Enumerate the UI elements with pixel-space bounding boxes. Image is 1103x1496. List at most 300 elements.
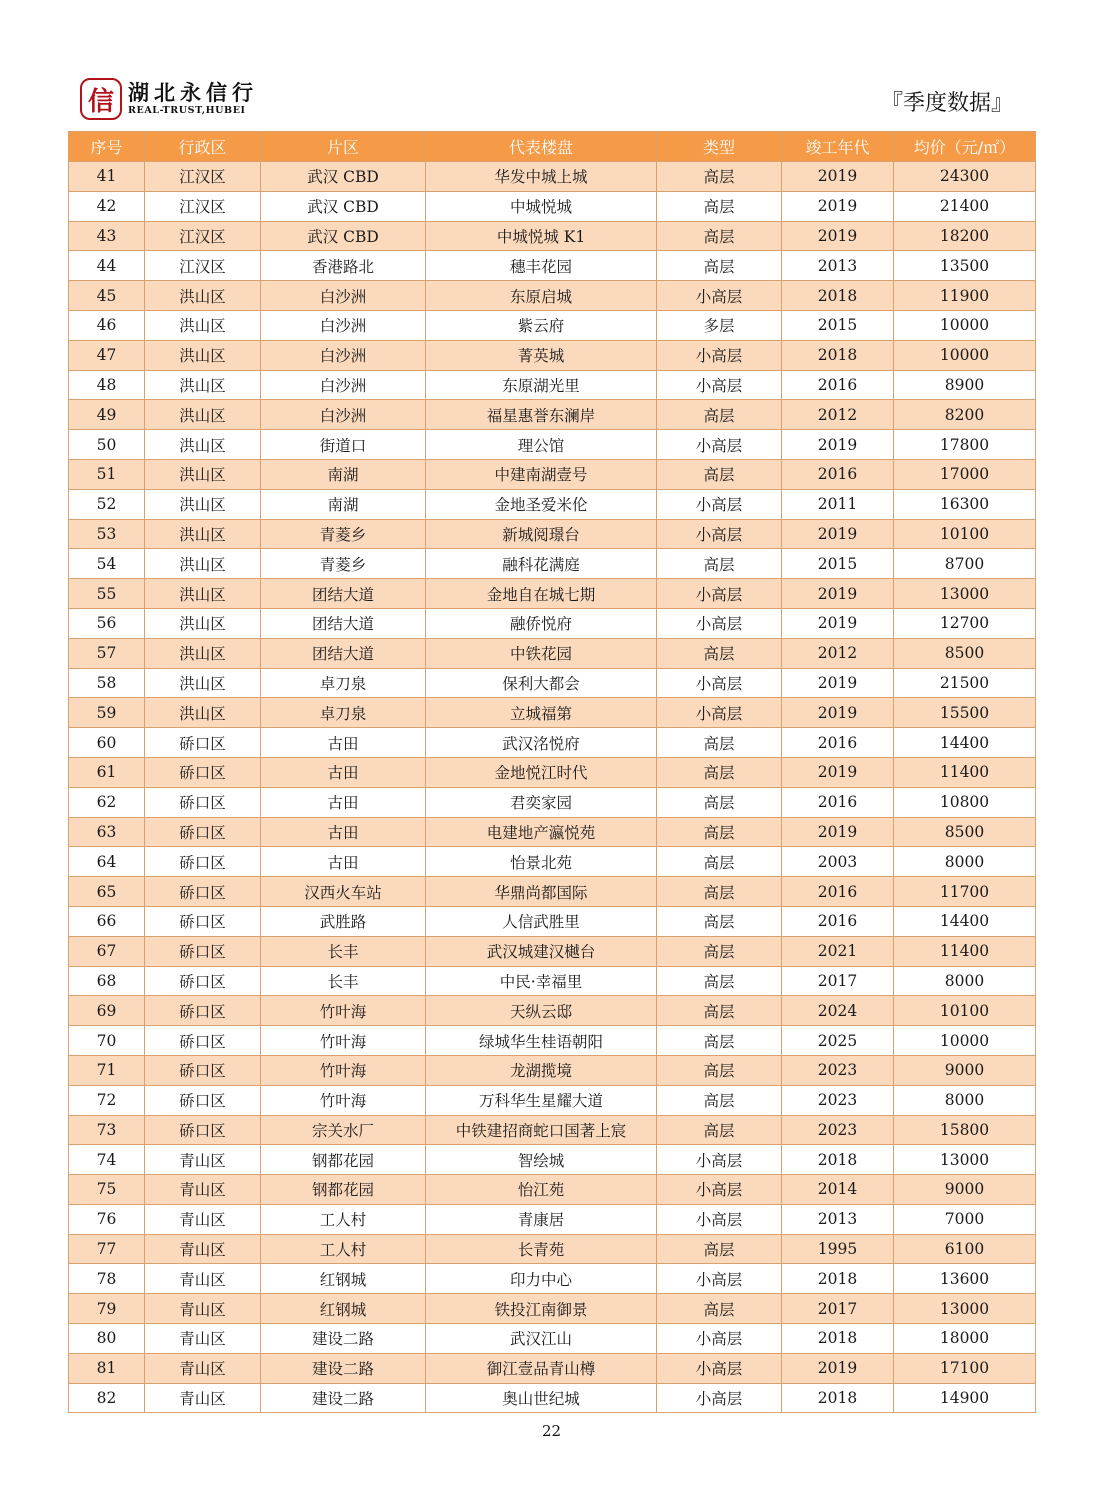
cell-index: 74 bbox=[69, 1145, 145, 1175]
table-row bbox=[69, 281, 1036, 311]
cell-type: 小高层 bbox=[657, 1145, 782, 1175]
cell-type: 高层 bbox=[657, 787, 782, 817]
cell-area: 竹叶海 bbox=[261, 1026, 426, 1056]
cell-completion-year: 2018 bbox=[782, 1264, 894, 1294]
cell-completion-year: 2016 bbox=[782, 787, 894, 817]
cell-index: 76 bbox=[69, 1204, 145, 1234]
column-header-project: 代表楼盘 bbox=[426, 132, 657, 162]
table-row bbox=[69, 757, 1036, 787]
cell-index: 67 bbox=[69, 936, 145, 966]
cell-district: 硚口区 bbox=[145, 966, 261, 996]
cell-project: 穗丰花园 bbox=[426, 251, 657, 281]
cell-avg-price: 15500 bbox=[894, 698, 1036, 728]
cell-type: 高层 bbox=[657, 847, 782, 877]
cell-project: 华发中城上城 bbox=[426, 162, 657, 192]
cell-completion-year: 2012 bbox=[782, 400, 894, 430]
cell-avg-price: 13000 bbox=[894, 1145, 1036, 1175]
cell-district: 青山区 bbox=[145, 1234, 261, 1264]
cell-completion-year: 2018 bbox=[782, 1324, 894, 1354]
cell-area: 白沙洲 bbox=[261, 340, 426, 370]
cell-district: 青山区 bbox=[145, 1175, 261, 1205]
cell-avg-price: 10800 bbox=[894, 787, 1036, 817]
cell-index: 56 bbox=[69, 608, 145, 638]
cell-avg-price: 17100 bbox=[894, 1353, 1036, 1383]
column-header-type: 类型 bbox=[657, 132, 782, 162]
table-row bbox=[69, 1055, 1036, 1085]
table-row bbox=[69, 638, 1036, 668]
cell-area: 武汉 CBD bbox=[261, 191, 426, 221]
cell-index: 62 bbox=[69, 787, 145, 817]
cell-type: 小高层 bbox=[657, 430, 782, 460]
cell-avg-price: 11700 bbox=[894, 877, 1036, 907]
table-row bbox=[69, 1294, 1036, 1324]
cell-type: 高层 bbox=[657, 817, 782, 847]
cell-district: 洪山区 bbox=[145, 459, 261, 489]
cell-index: 64 bbox=[69, 847, 145, 877]
table-row bbox=[69, 728, 1036, 758]
cell-completion-year: 2019 bbox=[782, 191, 894, 221]
cell-district: 洪山区 bbox=[145, 519, 261, 549]
cell-avg-price: 8000 bbox=[894, 847, 1036, 877]
table-row bbox=[69, 936, 1036, 966]
cell-index: 70 bbox=[69, 1026, 145, 1056]
cell-area: 红钢城 bbox=[261, 1294, 426, 1324]
logo-seal-icon: 信 bbox=[80, 78, 122, 120]
cell-project: 万科华生星耀大道 bbox=[426, 1085, 657, 1115]
cell-type: 小高层 bbox=[657, 1383, 782, 1413]
cell-type: 高层 bbox=[657, 221, 782, 251]
cell-project: 长青苑 bbox=[426, 1234, 657, 1264]
cell-index: 81 bbox=[69, 1353, 145, 1383]
cell-type: 小高层 bbox=[657, 1353, 782, 1383]
cell-avg-price: 17000 bbox=[894, 459, 1036, 489]
cell-area: 建设二路 bbox=[261, 1353, 426, 1383]
cell-district: 硚口区 bbox=[145, 847, 261, 877]
table-row bbox=[69, 1264, 1036, 1294]
cell-district: 硚口区 bbox=[145, 1026, 261, 1056]
logo-text bbox=[128, 81, 258, 117]
table-row bbox=[69, 1383, 1036, 1413]
cell-avg-price: 9000 bbox=[894, 1175, 1036, 1205]
cell-avg-price: 14900 bbox=[894, 1383, 1036, 1413]
cell-avg-price: 8000 bbox=[894, 1085, 1036, 1115]
cell-index: 69 bbox=[69, 996, 145, 1026]
cell-completion-year: 2019 bbox=[782, 1353, 894, 1383]
cell-area: 古田 bbox=[261, 817, 426, 847]
cell-district: 江汉区 bbox=[145, 162, 261, 192]
cell-area: 工人村 bbox=[261, 1204, 426, 1234]
table-row bbox=[69, 608, 1036, 638]
cell-area: 长丰 bbox=[261, 936, 426, 966]
cell-completion-year: 2016 bbox=[782, 877, 894, 907]
cell-project: 中民·幸福里 bbox=[426, 966, 657, 996]
cell-index: 79 bbox=[69, 1294, 145, 1324]
cell-project: 金地自在城七期 bbox=[426, 579, 657, 609]
cell-project: 融侨悦府 bbox=[426, 608, 657, 638]
cell-district: 洪山区 bbox=[145, 668, 261, 698]
cell-project: 中铁花园 bbox=[426, 638, 657, 668]
cell-avg-price: 13600 bbox=[894, 1264, 1036, 1294]
table-row bbox=[69, 906, 1036, 936]
cell-avg-price: 8700 bbox=[894, 549, 1036, 579]
cell-type: 高层 bbox=[657, 638, 782, 668]
table-row bbox=[69, 310, 1036, 340]
cell-completion-year: 2019 bbox=[782, 757, 894, 787]
cell-completion-year: 2023 bbox=[782, 1115, 894, 1145]
cell-index: 65 bbox=[69, 877, 145, 907]
cell-district: 硚口区 bbox=[145, 877, 261, 907]
cell-completion-year: 2019 bbox=[782, 430, 894, 460]
cell-project: 武汉江山 bbox=[426, 1324, 657, 1354]
cell-area: 南湖 bbox=[261, 489, 426, 519]
column-header-area: 片区 bbox=[261, 132, 426, 162]
cell-completion-year: 2019 bbox=[782, 668, 894, 698]
cell-district: 洪山区 bbox=[145, 400, 261, 430]
cell-completion-year: 2018 bbox=[782, 281, 894, 311]
cell-area: 古田 bbox=[261, 787, 426, 817]
cell-project: 武汉城建汉樾台 bbox=[426, 936, 657, 966]
cell-type: 小高层 bbox=[657, 1204, 782, 1234]
cell-area: 竹叶海 bbox=[261, 1055, 426, 1085]
cell-district: 硚口区 bbox=[145, 996, 261, 1026]
cell-completion-year: 2013 bbox=[782, 1204, 894, 1234]
cell-project: 怡景北苑 bbox=[426, 847, 657, 877]
cell-area: 钢都花园 bbox=[261, 1145, 426, 1175]
cell-project: 菁英城 bbox=[426, 340, 657, 370]
table-row bbox=[69, 668, 1036, 698]
table-row bbox=[69, 1204, 1036, 1234]
cell-avg-price: 11900 bbox=[894, 281, 1036, 311]
property-price-table bbox=[68, 131, 1036, 1413]
cell-project: 中城悦城 bbox=[426, 191, 657, 221]
cell-completion-year: 2017 bbox=[782, 1294, 894, 1324]
cell-completion-year: 2019 bbox=[782, 698, 894, 728]
cell-index: 63 bbox=[69, 817, 145, 847]
cell-area: 红钢城 bbox=[261, 1264, 426, 1294]
cell-index: 82 bbox=[69, 1383, 145, 1413]
table-row bbox=[69, 996, 1036, 1026]
cell-avg-price: 9000 bbox=[894, 1055, 1036, 1085]
table-row bbox=[69, 847, 1036, 877]
cell-project: 金地悦江时代 bbox=[426, 757, 657, 787]
cell-completion-year: 2016 bbox=[782, 459, 894, 489]
cell-area: 白沙洲 bbox=[261, 310, 426, 340]
table-row bbox=[69, 430, 1036, 460]
cell-district: 洪山区 bbox=[145, 698, 261, 728]
cell-type: 小高层 bbox=[657, 281, 782, 311]
cell-avg-price: 13000 bbox=[894, 579, 1036, 609]
cell-completion-year: 2023 bbox=[782, 1085, 894, 1115]
cell-district: 硚口区 bbox=[145, 906, 261, 936]
cell-avg-price: 15800 bbox=[894, 1115, 1036, 1145]
table-row bbox=[69, 519, 1036, 549]
cell-type: 小高层 bbox=[657, 519, 782, 549]
cell-project: 理公馆 bbox=[426, 430, 657, 460]
cell-area: 古田 bbox=[261, 757, 426, 787]
cell-completion-year: 2017 bbox=[782, 966, 894, 996]
cell-area: 古田 bbox=[261, 847, 426, 877]
cell-completion-year: 2018 bbox=[782, 1145, 894, 1175]
cell-completion-year: 2015 bbox=[782, 310, 894, 340]
column-header-avg-price: 均价（元/㎡） bbox=[894, 132, 1036, 162]
cell-project: 中铁建招商蛇口国著上宸 bbox=[426, 1115, 657, 1145]
cell-avg-price: 18200 bbox=[894, 221, 1036, 251]
cell-project: 龙湖揽境 bbox=[426, 1055, 657, 1085]
cell-index: 43 bbox=[69, 221, 145, 251]
company-logo bbox=[80, 78, 258, 120]
cell-district: 洪山区 bbox=[145, 579, 261, 609]
cell-avg-price: 10100 bbox=[894, 519, 1036, 549]
cell-project: 印力中心 bbox=[426, 1264, 657, 1294]
cell-completion-year: 2019 bbox=[782, 817, 894, 847]
cell-project: 华鼎尚都国际 bbox=[426, 877, 657, 907]
cell-index: 51 bbox=[69, 459, 145, 489]
cell-project: 金地圣爱米伦 bbox=[426, 489, 657, 519]
cell-index: 77 bbox=[69, 1234, 145, 1264]
cell-district: 硚口区 bbox=[145, 787, 261, 817]
table-row bbox=[69, 400, 1036, 430]
cell-avg-price: 7000 bbox=[894, 1204, 1036, 1234]
cell-index: 42 bbox=[69, 191, 145, 221]
cell-area: 宗关水厂 bbox=[261, 1115, 426, 1145]
cell-index: 44 bbox=[69, 251, 145, 281]
cell-index: 72 bbox=[69, 1085, 145, 1115]
cell-district: 洪山区 bbox=[145, 608, 261, 638]
cell-project: 东原湖光里 bbox=[426, 370, 657, 400]
cell-type: 高层 bbox=[657, 1234, 782, 1264]
cell-index: 71 bbox=[69, 1055, 145, 1085]
cell-index: 54 bbox=[69, 549, 145, 579]
cell-project: 武汉洺悦府 bbox=[426, 728, 657, 758]
cell-district: 青山区 bbox=[145, 1383, 261, 1413]
cell-completion-year: 2024 bbox=[782, 996, 894, 1026]
cell-type: 高层 bbox=[657, 1026, 782, 1056]
table-row bbox=[69, 877, 1036, 907]
cell-index: 47 bbox=[69, 340, 145, 370]
table-row bbox=[69, 1234, 1036, 1264]
cell-completion-year: 2019 bbox=[782, 519, 894, 549]
cell-district: 硚口区 bbox=[145, 1115, 261, 1145]
cell-avg-price: 21500 bbox=[894, 668, 1036, 698]
cell-completion-year: 2019 bbox=[782, 579, 894, 609]
cell-district: 洪山区 bbox=[145, 310, 261, 340]
cell-completion-year: 2018 bbox=[782, 340, 894, 370]
cell-area: 卓刀泉 bbox=[261, 698, 426, 728]
cell-index: 58 bbox=[69, 668, 145, 698]
cell-project: 电建地产瀛悦苑 bbox=[426, 817, 657, 847]
cell-district: 青山区 bbox=[145, 1264, 261, 1294]
cell-index: 45 bbox=[69, 281, 145, 311]
cell-project: 融科花满庭 bbox=[426, 549, 657, 579]
table-row bbox=[69, 549, 1036, 579]
cell-project: 智绘城 bbox=[426, 1145, 657, 1175]
cell-project: 福星惠誉东澜岸 bbox=[426, 400, 657, 430]
cell-type: 高层 bbox=[657, 162, 782, 192]
cell-district: 硚口区 bbox=[145, 757, 261, 787]
table-body bbox=[69, 162, 1036, 1413]
cell-index: 75 bbox=[69, 1175, 145, 1205]
cell-district: 洪山区 bbox=[145, 549, 261, 579]
cell-avg-price: 8000 bbox=[894, 966, 1036, 996]
cell-completion-year: 2014 bbox=[782, 1175, 894, 1205]
cell-type: 小高层 bbox=[657, 698, 782, 728]
cell-completion-year: 2023 bbox=[782, 1055, 894, 1085]
cell-type: 高层 bbox=[657, 1115, 782, 1145]
cell-index: 50 bbox=[69, 430, 145, 460]
cell-type: 小高层 bbox=[657, 489, 782, 519]
cell-avg-price: 13500 bbox=[894, 251, 1036, 281]
cell-avg-price: 10000 bbox=[894, 340, 1036, 370]
cell-type: 小高层 bbox=[657, 608, 782, 638]
cell-project: 奥山世纪城 bbox=[426, 1383, 657, 1413]
cell-district: 青山区 bbox=[145, 1204, 261, 1234]
cell-index: 60 bbox=[69, 728, 145, 758]
table-row bbox=[69, 1324, 1036, 1354]
cell-project: 中建南湖壹号 bbox=[426, 459, 657, 489]
cell-type: 高层 bbox=[657, 400, 782, 430]
cell-area: 团结大道 bbox=[261, 638, 426, 668]
cell-type: 高层 bbox=[657, 906, 782, 936]
cell-type: 高层 bbox=[657, 966, 782, 996]
cell-type: 高层 bbox=[657, 936, 782, 966]
cell-area: 白沙洲 bbox=[261, 370, 426, 400]
table-row bbox=[69, 579, 1036, 609]
cell-index: 61 bbox=[69, 757, 145, 787]
cell-avg-price: 8200 bbox=[894, 400, 1036, 430]
cell-index: 59 bbox=[69, 698, 145, 728]
cell-type: 小高层 bbox=[657, 1324, 782, 1354]
cell-district: 硚口区 bbox=[145, 1085, 261, 1115]
column-header-index: 序号 bbox=[69, 132, 145, 162]
cell-project: 立城福第 bbox=[426, 698, 657, 728]
cell-completion-year: 2013 bbox=[782, 251, 894, 281]
table-row bbox=[69, 370, 1036, 400]
cell-avg-price: 8900 bbox=[894, 370, 1036, 400]
cell-project: 青康居 bbox=[426, 1204, 657, 1234]
cell-completion-year: 2018 bbox=[782, 1383, 894, 1413]
table-row bbox=[69, 162, 1036, 192]
cell-area: 钢都花园 bbox=[261, 1175, 426, 1205]
cell-type: 小高层 bbox=[657, 579, 782, 609]
cell-index: 57 bbox=[69, 638, 145, 668]
cell-area: 工人村 bbox=[261, 1234, 426, 1264]
cell-area: 白沙洲 bbox=[261, 281, 426, 311]
table-row bbox=[69, 966, 1036, 996]
cell-district: 青山区 bbox=[145, 1145, 261, 1175]
cell-area: 青菱乡 bbox=[261, 519, 426, 549]
cell-project: 紫云府 bbox=[426, 310, 657, 340]
cell-district: 青山区 bbox=[145, 1324, 261, 1354]
table-row bbox=[69, 1353, 1036, 1383]
cell-type: 高层 bbox=[657, 1294, 782, 1324]
cell-index: 66 bbox=[69, 906, 145, 936]
cell-avg-price: 6100 bbox=[894, 1234, 1036, 1264]
cell-avg-price: 24300 bbox=[894, 162, 1036, 192]
cell-index: 68 bbox=[69, 966, 145, 996]
table-row bbox=[69, 1085, 1036, 1115]
cell-type: 高层 bbox=[657, 996, 782, 1026]
cell-area: 武胜路 bbox=[261, 906, 426, 936]
page-header bbox=[0, 0, 1103, 130]
cell-completion-year: 2011 bbox=[782, 489, 894, 519]
table-row bbox=[69, 1175, 1036, 1205]
cell-index: 46 bbox=[69, 310, 145, 340]
cell-project: 东原启城 bbox=[426, 281, 657, 311]
cell-index: 78 bbox=[69, 1264, 145, 1294]
cell-avg-price: 8500 bbox=[894, 638, 1036, 668]
cell-area: 建设二路 bbox=[261, 1324, 426, 1354]
cell-area: 香港路北 bbox=[261, 251, 426, 281]
cell-completion-year: 2016 bbox=[782, 370, 894, 400]
table-row bbox=[69, 1145, 1036, 1175]
table-row bbox=[69, 1026, 1036, 1056]
cell-type: 高层 bbox=[657, 459, 782, 489]
cell-area: 竹叶海 bbox=[261, 996, 426, 1026]
cell-index: 73 bbox=[69, 1115, 145, 1145]
cell-type: 多层 bbox=[657, 310, 782, 340]
cell-type: 高层 bbox=[657, 251, 782, 281]
cell-completion-year: 2012 bbox=[782, 638, 894, 668]
cell-type: 高层 bbox=[657, 757, 782, 787]
cell-area: 古田 bbox=[261, 728, 426, 758]
cell-project: 绿城华生桂语朝阳 bbox=[426, 1026, 657, 1056]
cell-type: 小高层 bbox=[657, 1264, 782, 1294]
logo-chinese-name: 湖北永信行 bbox=[128, 81, 258, 105]
cell-area: 长丰 bbox=[261, 966, 426, 996]
cell-area: 团结大道 bbox=[261, 608, 426, 638]
cell-avg-price: 14400 bbox=[894, 728, 1036, 758]
cell-completion-year: 2025 bbox=[782, 1026, 894, 1056]
table-row bbox=[69, 340, 1036, 370]
cell-avg-price: 11400 bbox=[894, 936, 1036, 966]
cell-area: 武汉 CBD bbox=[261, 162, 426, 192]
cell-avg-price: 8500 bbox=[894, 817, 1036, 847]
cell-project: 中城悦城 K1 bbox=[426, 221, 657, 251]
cell-district: 洪山区 bbox=[145, 489, 261, 519]
cell-area: 南湖 bbox=[261, 459, 426, 489]
cell-type: 小高层 bbox=[657, 668, 782, 698]
cell-type: 高层 bbox=[657, 549, 782, 579]
cell-area: 武汉 CBD bbox=[261, 221, 426, 251]
cell-completion-year: 1995 bbox=[782, 1234, 894, 1264]
table-row bbox=[69, 698, 1036, 728]
cell-avg-price: 16300 bbox=[894, 489, 1036, 519]
cell-avg-price: 14400 bbox=[894, 906, 1036, 936]
cell-type: 高层 bbox=[657, 1055, 782, 1085]
cell-completion-year: 2015 bbox=[782, 549, 894, 579]
table-row bbox=[69, 251, 1036, 281]
cell-type: 小高层 bbox=[657, 370, 782, 400]
cell-index: 80 bbox=[69, 1324, 145, 1354]
column-header-completion-year: 竣工年代 bbox=[782, 132, 894, 162]
cell-index: 52 bbox=[69, 489, 145, 519]
page-number: 22 bbox=[541, 1422, 562, 1440]
cell-avg-price: 21400 bbox=[894, 191, 1036, 221]
cell-avg-price: 10000 bbox=[894, 1026, 1036, 1056]
cell-completion-year: 2019 bbox=[782, 162, 894, 192]
cell-index: 48 bbox=[69, 370, 145, 400]
cell-district: 硚口区 bbox=[145, 817, 261, 847]
logo-english-name: REAL-TRUST,HUBEI bbox=[128, 105, 246, 116]
table-row bbox=[69, 817, 1036, 847]
cell-project: 人信武胜里 bbox=[426, 906, 657, 936]
cell-area: 团结大道 bbox=[261, 579, 426, 609]
cell-district: 洪山区 bbox=[145, 340, 261, 370]
cell-project: 怡江苑 bbox=[426, 1175, 657, 1205]
cell-district: 洪山区 bbox=[145, 281, 261, 311]
cell-district: 青山区 bbox=[145, 1353, 261, 1383]
cell-district: 青山区 bbox=[145, 1294, 261, 1324]
